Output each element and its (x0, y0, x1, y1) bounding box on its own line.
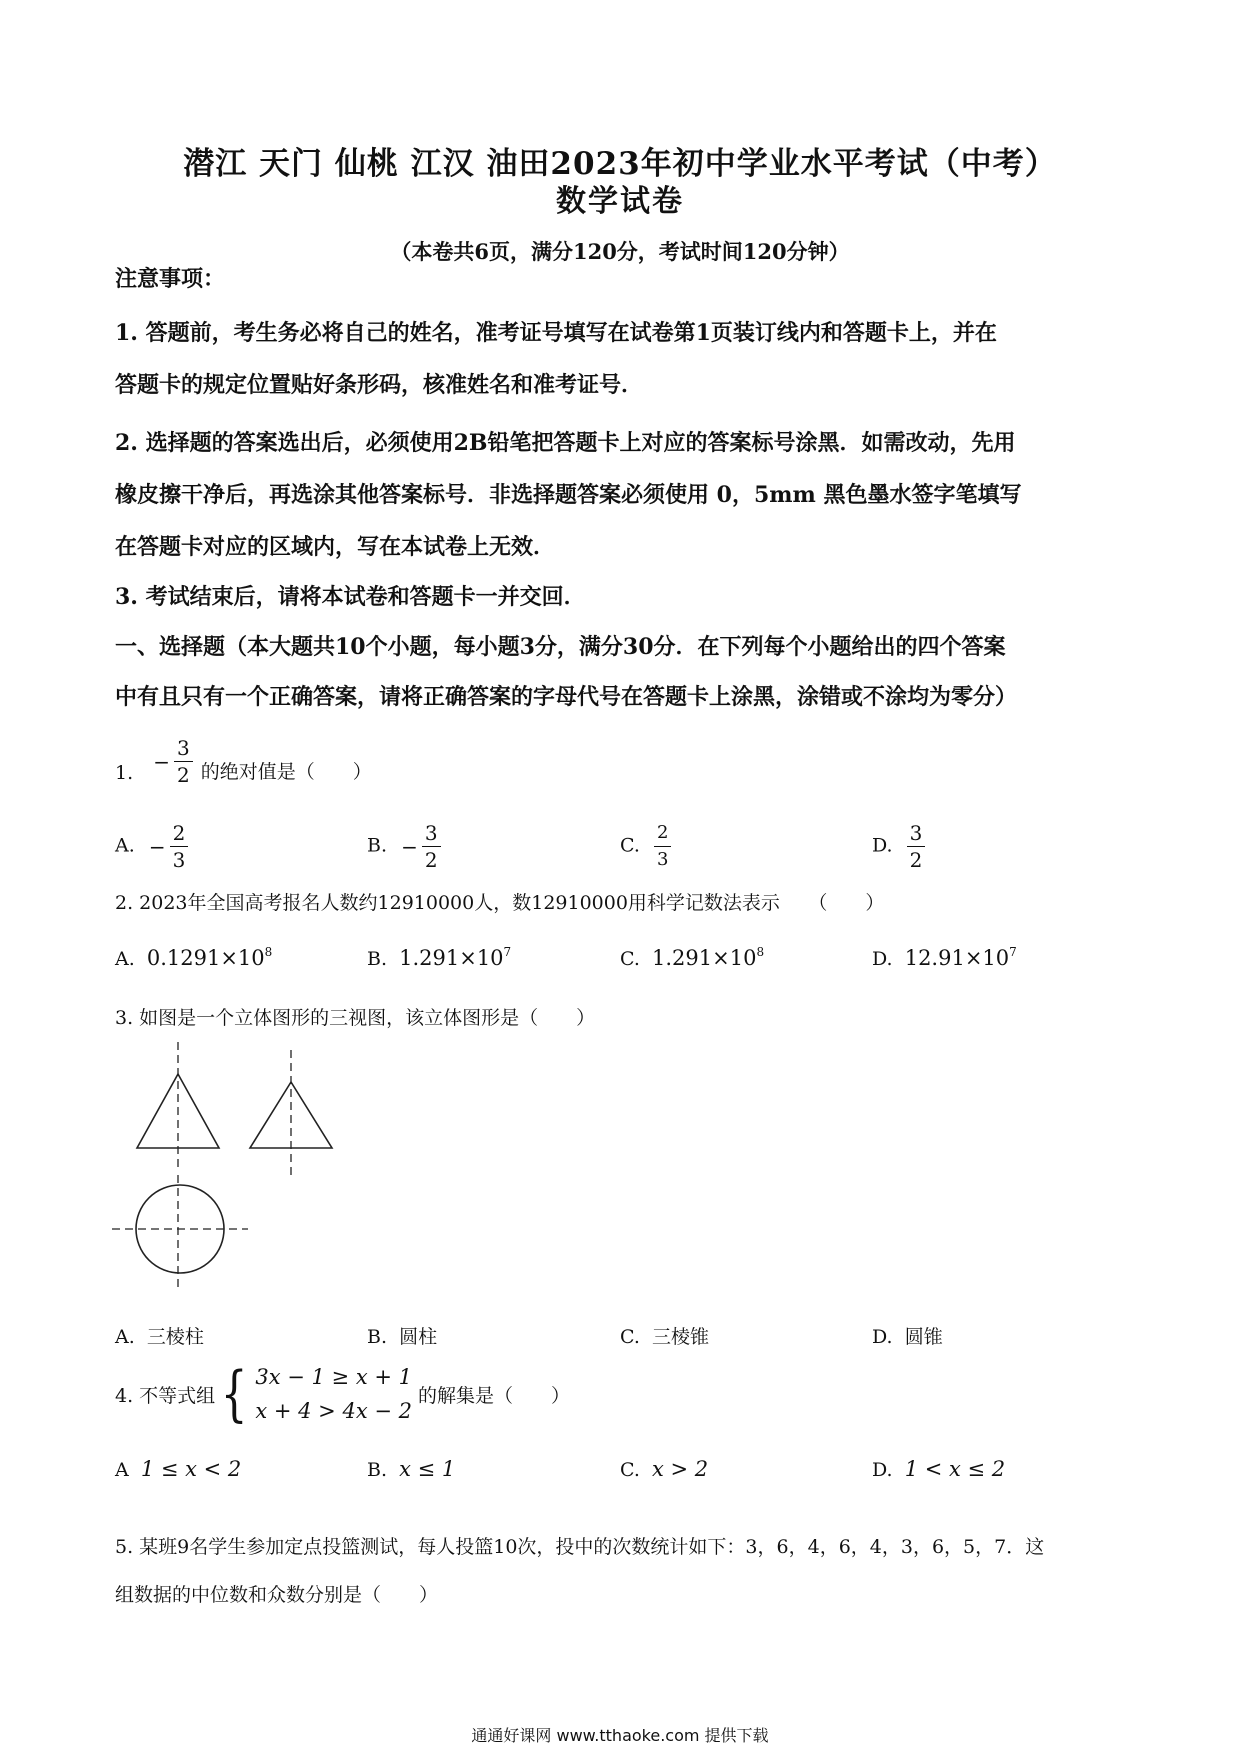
notice-rule-1-line-2: 答题卡的规定位置贴好条形码，核准姓名和准考证号． (115, 372, 644, 398)
option-exponent: 7 (503, 945, 512, 959)
exam-subtitle: 数学试卷 (556, 184, 684, 219)
option-label: D. (872, 1326, 893, 1348)
option-label: C. (620, 1326, 640, 1348)
option-label: A. (115, 834, 135, 857)
side-view (250, 1050, 332, 1178)
option-value: 12.91×10 (904, 946, 1010, 970)
option-value: 0.1291×10 (146, 946, 265, 970)
option-label: A. (115, 1326, 135, 1348)
minus-sign: − (153, 749, 170, 774)
minus-sign: − (148, 834, 166, 859)
option-label: C. (620, 834, 640, 857)
q2-option-c (620, 945, 764, 970)
option-value: 圆锥 (904, 1326, 943, 1348)
paper-info: （本卷共6页，满分120分，考试时间120分钟） (390, 239, 850, 264)
page-footer: 通通好课网 www.tthaoke.com 提供下载 (471, 1726, 769, 1745)
q1-option-b (367, 820, 443, 873)
option-label: C. (620, 1459, 640, 1481)
option-label: A (115, 1459, 129, 1481)
q1-option-a (115, 820, 190, 873)
notice-rule-2-line-3: 在答题卡对应的区域内，写在本试卷上无效． (115, 534, 556, 560)
option-exponent: 8 (756, 945, 765, 959)
option-value: x > 2 (652, 1457, 709, 1481)
fraction-numerator: 2 (654, 820, 671, 847)
q2-option-b (367, 945, 511, 970)
fraction-numerator: 3 (174, 735, 193, 762)
option-label: D. (872, 1459, 893, 1481)
notice-rule-1-line-1: 1. 答题前，考生务必将自己的姓名，准考证号填写在试卷第1页装订线内和答题卡上，并在 (115, 320, 997, 346)
question-5-line-2: 组数据的中位数和众数分别是（ ） (115, 1584, 439, 1606)
inequality-2: x + 4 > 4x − 2 (255, 1399, 412, 1423)
front-view (137, 1042, 219, 1170)
question-3-text: 3. 如图是一个立体图形的三视图，该立体图形是（ ） (115, 1007, 596, 1029)
q2-option-d (872, 945, 1017, 970)
q3-option-a (115, 1322, 204, 1349)
option-value: x ≤ 1 (399, 1457, 456, 1481)
option-label: A. (115, 948, 135, 970)
question-4-suffix: 的解集是（ ） (418, 1384, 571, 1407)
fraction-denominator: 2 (176, 763, 190, 787)
fraction-denominator: 3 (656, 849, 669, 870)
option-exponent: 8 (264, 945, 273, 959)
option-label: C. (620, 948, 640, 970)
option-fraction (654, 820, 671, 873)
fraction-numerator: 3 (907, 820, 926, 847)
q1-option-d (872, 820, 927, 873)
question-4-prefix: 4. 不等式组 (115, 1384, 216, 1407)
fraction-denominator: 3 (172, 848, 186, 872)
top-view (112, 1175, 248, 1290)
option-exponent: 7 (1009, 945, 1017, 959)
option-value: 1.291×10 (399, 946, 504, 970)
question-5-line-1: 5. 某班9名学生参加定点投篮测试，每人投篮10次，投中的次数统计如下：3，6，4，6，4，3，6，5，7．这 (115, 1536, 1045, 1558)
question-1-fraction (174, 735, 193, 788)
q3-option-c (620, 1322, 709, 1349)
option-value: 圆柱 (399, 1326, 438, 1348)
notice-rule-2-line-1: 2. 选择题的答案选出后，必须使用2B铅笔把答题卡上对应的答案标号涂黑．如需改动，先用 (115, 430, 1016, 456)
q4-option-a (115, 1457, 241, 1481)
section-1-line-1: 一、选择题（本大题共10个小题，每小题3分，满分30分．在下列每个小题给出的四个答案 (115, 634, 1006, 660)
fraction-denominator: 2 (909, 848, 923, 872)
q4-option-c (620, 1457, 708, 1481)
section-1-line-2: 中有且只有一个正确答案，请将正确答案的字母代号在答题卡上涂黑，涂错或不涂均为零分） (115, 684, 1018, 710)
question-1 (115, 735, 372, 788)
q3-option-b (367, 1322, 437, 1349)
option-value: 1 < x ≤ 2 (904, 1457, 1006, 1481)
question-4 (115, 1360, 570, 1428)
exam-title: 潜江 天门 仙桃 江汉 油田2023年初中学业水平考试（中考） (183, 146, 1057, 182)
q2-option-a (115, 945, 272, 970)
brace-symbol: { (220, 1359, 248, 1429)
option-label: B. (367, 1459, 388, 1481)
notice-rule-2-line-2: 橡皮擦干净后，再选涂其他答案标号．非选择题答案必须使用 0，5mm 黑色墨水签字笔填写 (115, 482, 1022, 508)
question-2-text: 2. 2023年全国高考报名人数约12910000人，数12910000用科学记数法表示 （ ） (115, 892, 885, 914)
option-label: D. (872, 834, 893, 857)
option-label: B. (367, 834, 388, 857)
notice-heading: 注意事项： (115, 266, 226, 292)
option-label: B. (367, 1326, 388, 1348)
option-fraction (907, 820, 926, 873)
q1-option-c (620, 820, 673, 873)
three-views-figure (100, 1040, 360, 1300)
option-label: B. (367, 948, 388, 970)
option-value: 三棱柱 (146, 1326, 204, 1348)
fraction-numerator: 3 (422, 820, 441, 847)
inequality-1: 3x − 1 ≥ x + 1 (255, 1365, 412, 1389)
option-value: 1.291×10 (652, 946, 757, 970)
minus-sign: − (401, 834, 418, 859)
fraction-denominator: 2 (424, 848, 438, 872)
q4-option-d (872, 1457, 1005, 1481)
notice-rule-3: 3. 考试结束后，请将本试卷和答题卡一并交回． (115, 584, 586, 610)
question-1-text: 的绝对值是（ ） (200, 761, 372, 783)
option-value: 1 ≤ x < 2 (140, 1457, 242, 1481)
option-fraction (422, 820, 441, 873)
question-1-number: 1. (115, 762, 134, 784)
inequality-system (255, 1360, 412, 1428)
q4-option-b (367, 1457, 455, 1481)
q3-option-d (872, 1322, 943, 1349)
option-value: 三棱锥 (652, 1326, 710, 1348)
option-fraction (170, 820, 189, 873)
option-label: D. (872, 948, 893, 970)
fraction-numerator: 2 (170, 820, 189, 847)
